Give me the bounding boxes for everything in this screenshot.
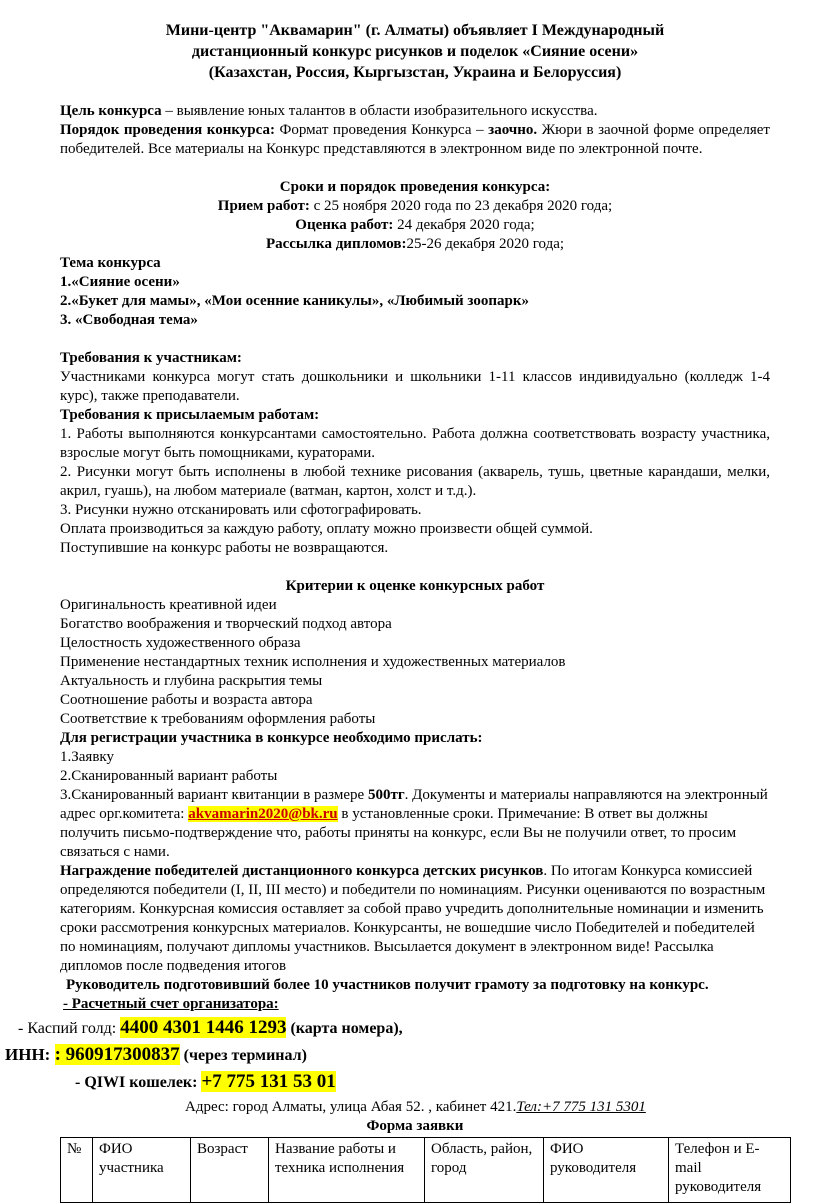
address-line (185, 1098, 770, 1117)
criteria-item: Соответствие к требованиям оформления работы (60, 711, 376, 727)
works-heading: Требования к присылаемым работам: (60, 407, 320, 423)
order-bold-word: заочно. (488, 122, 538, 138)
criteria-item: Соотношение работы и возраста автора (60, 692, 313, 708)
title-line-1: Мини-центр "Аквамарин" (г. Алматы) объявляет I Международный (165, 22, 665, 39)
schedule-label: Оценка работ: (295, 217, 394, 233)
goal-text: – выявление юных талантов в области изобразительного искусства. (161, 103, 598, 119)
column-header-number: № (61, 1138, 93, 1203)
spacer (60, 330, 770, 349)
criteria-item: Применение нестандартных техник исполнения и художественных материалов (60, 654, 566, 670)
payment-account-heading: - Расчетный счет организатора: (63, 996, 279, 1012)
table-header-row (61, 1138, 791, 1203)
works-item-2: 2. Рисунки могут быть исполнены в любой технике рисования (акварель, тушь, цветные карандаши, мелки, акрил, гуашь), на любом материале (ватман, картон, холст и т.д.). (60, 464, 770, 499)
registration-heading: Для регистрации участника в конкурсе необходимо прислать: (60, 730, 483, 746)
goal-paragraph (60, 102, 770, 121)
schedule-row-reception (60, 197, 770, 216)
column-header-age: Возраст (191, 1138, 269, 1203)
kaspi-card-number: 4400 4301 1446 1293 (120, 1017, 287, 1038)
kaspi-suffix: (карта номера), (286, 1020, 403, 1037)
order-paragraph (60, 121, 770, 159)
document-title (60, 20, 770, 83)
spacer (60, 159, 770, 178)
registration-item-1: 1.Заявку (60, 749, 114, 765)
registration-item-2: 2.Сканированный вариант работы (60, 768, 278, 784)
phone-number: Тел:+7 775 131 5301 (516, 1099, 646, 1115)
works-note-no-return: Поступившие на конкурс работы не возвращаются. (60, 540, 389, 556)
column-header-participant-name: ФИО участника (93, 1138, 191, 1203)
kaspi-label: - Каспий голд: (18, 1020, 121, 1037)
application-form-title: Форма заявки (366, 1118, 464, 1134)
schedule-value: 24 декабря 2020 года; (393, 217, 535, 233)
qiwi-label: - QIWI кошелек: (75, 1074, 202, 1091)
column-header-supervisor-contacts: Телефон и E-mail руководителя (669, 1138, 791, 1203)
column-header-work-title: Название работы и техника исполнения (269, 1138, 425, 1203)
theme-item-2: 2.«Букет для мамы», «Мои осенние каникулы», «Любимый зоопарк» (60, 293, 529, 309)
works-note-payment: Оплата производиться за каждую работу, оплату можно произвести общей суммой. (60, 521, 593, 537)
inn-suffix: (через терминал) (179, 1047, 307, 1064)
theme-item-3: 3. «Свободная тема» (60, 312, 198, 328)
goal-label: Цель конкурса (60, 103, 162, 119)
criteria-item: Оригинальность креативной идеи (60, 597, 277, 613)
registration-text-1: 3.Сканированный вариант квитанции в размере (60, 787, 368, 803)
inn-label: ИНН: (5, 1045, 55, 1064)
spacer (60, 558, 770, 577)
title-line-3: (Казахстан, Россия, Кыргызстан, Украина и Белоруссия) (208, 64, 622, 81)
registration-item-3 (60, 786, 770, 862)
column-header-supervisor-name: ФИО руководителя (544, 1138, 669, 1203)
schedule-label: Рассылка дипломов: (265, 236, 407, 252)
order-text-1: Формат проведения Конкурса – (274, 122, 489, 138)
qiwi-wallet-line (75, 1071, 770, 1093)
works-item-1: 1. Работы выполняются конкурсантами самостоятельно. Работа должна соответствовать возрасту участника, взрослые могут быть помощниками, кураторами. (60, 426, 770, 461)
award-body: . По итогам Конкурса комиссией определяются победители (I, II, III место) и победители по номинациям. Рисунки оцениваются по возрастным категориям. Конкурсная комиссия оставляет за собой право учредить дополнительные номинации и изменить сроки рассмотрения конкурсных материалов. Конкурсанты, не вошедшие число Победителей и победителей по номинациям, получают дипломы участников. Высылается документ в электронном виде! Рассылка дипломов после подведения итогов (60, 863, 766, 974)
criteria-heading: Критерии к оценке конкурсных работ (285, 578, 545, 594)
theme-item-1: 1.«Сияние осени» (60, 274, 180, 290)
award-lead: Награждение победителей дистанционного конкурса детских рисунков (60, 863, 544, 879)
inn-number: : 960917300837 (54, 1044, 180, 1065)
order-text-2: Жюри в заочной форме определяет победителей. Все материалы на Конкурс представляются в электронном виде по электронной почте. (60, 122, 770, 157)
address-text: Адрес: город Алматы, улица Абая 52. , кабинет 421. (185, 1099, 517, 1115)
spacer (60, 83, 770, 102)
award-paragraph (60, 862, 770, 976)
participants-paragraph: Участниками конкурса могут стать дошкольники и школьники 1-11 классов индивидуально (колледж 1-4 курс), также преподаватели. (60, 369, 770, 404)
participants-heading: Требования к участникам: (60, 350, 242, 366)
application-form-table (60, 1137, 791, 1203)
registration-text-3: в установленные сроки. Примечание: В ответ вы должны получить письмо-подтверждение что, работы приняты на конкурс, если Вы не получили ответ, то просим связаться с нами. (60, 806, 737, 860)
criteria-item: Целостность художественного образа (60, 635, 301, 651)
column-header-region: Область, район, город (425, 1138, 544, 1203)
qiwi-number: +7 775 131 53 01 (201, 1071, 336, 1092)
kaspi-gold-line (18, 1017, 770, 1039)
schedule-label: Прием работ: (217, 198, 310, 214)
schedule-row-diplomas (60, 235, 770, 254)
fee-amount: 500тг (367, 787, 405, 803)
inn-line (5, 1044, 770, 1066)
mentor-bonus-line: Руководитель подготовивший более 10 участников получит грамоту за подготовку на конкурс. (66, 977, 709, 993)
schedule-value: 25-26 декабря 2020 года; (406, 236, 565, 252)
registration-text-2: . Документы и материалы направляются на электронный адрес орг.комитета: (60, 787, 768, 822)
title-line-2: дистанционный конкурс рисунков и поделок «Сияние осени» (191, 43, 639, 60)
theme-heading: Тема конкурса (60, 255, 161, 271)
criteria-item: Богатство воображения и творческий подход автора (60, 616, 392, 632)
schedule-row-evaluation (60, 216, 770, 235)
order-label: Порядок проведения конкурса: (60, 122, 275, 138)
works-item-3: 3. Рисунки нужно отсканировать или сфотографировать. (60, 502, 422, 518)
email-link[interactable]: akvamarin2020@bk.ru (188, 806, 338, 822)
schedule-value: с 25 ноября 2020 года по 23 декабря 2020 года; (309, 198, 613, 214)
schedule-heading: Сроки и порядок проведения конкурса: (279, 179, 551, 195)
criteria-item: Актуальность и глубина раскрытия темы (60, 673, 323, 689)
